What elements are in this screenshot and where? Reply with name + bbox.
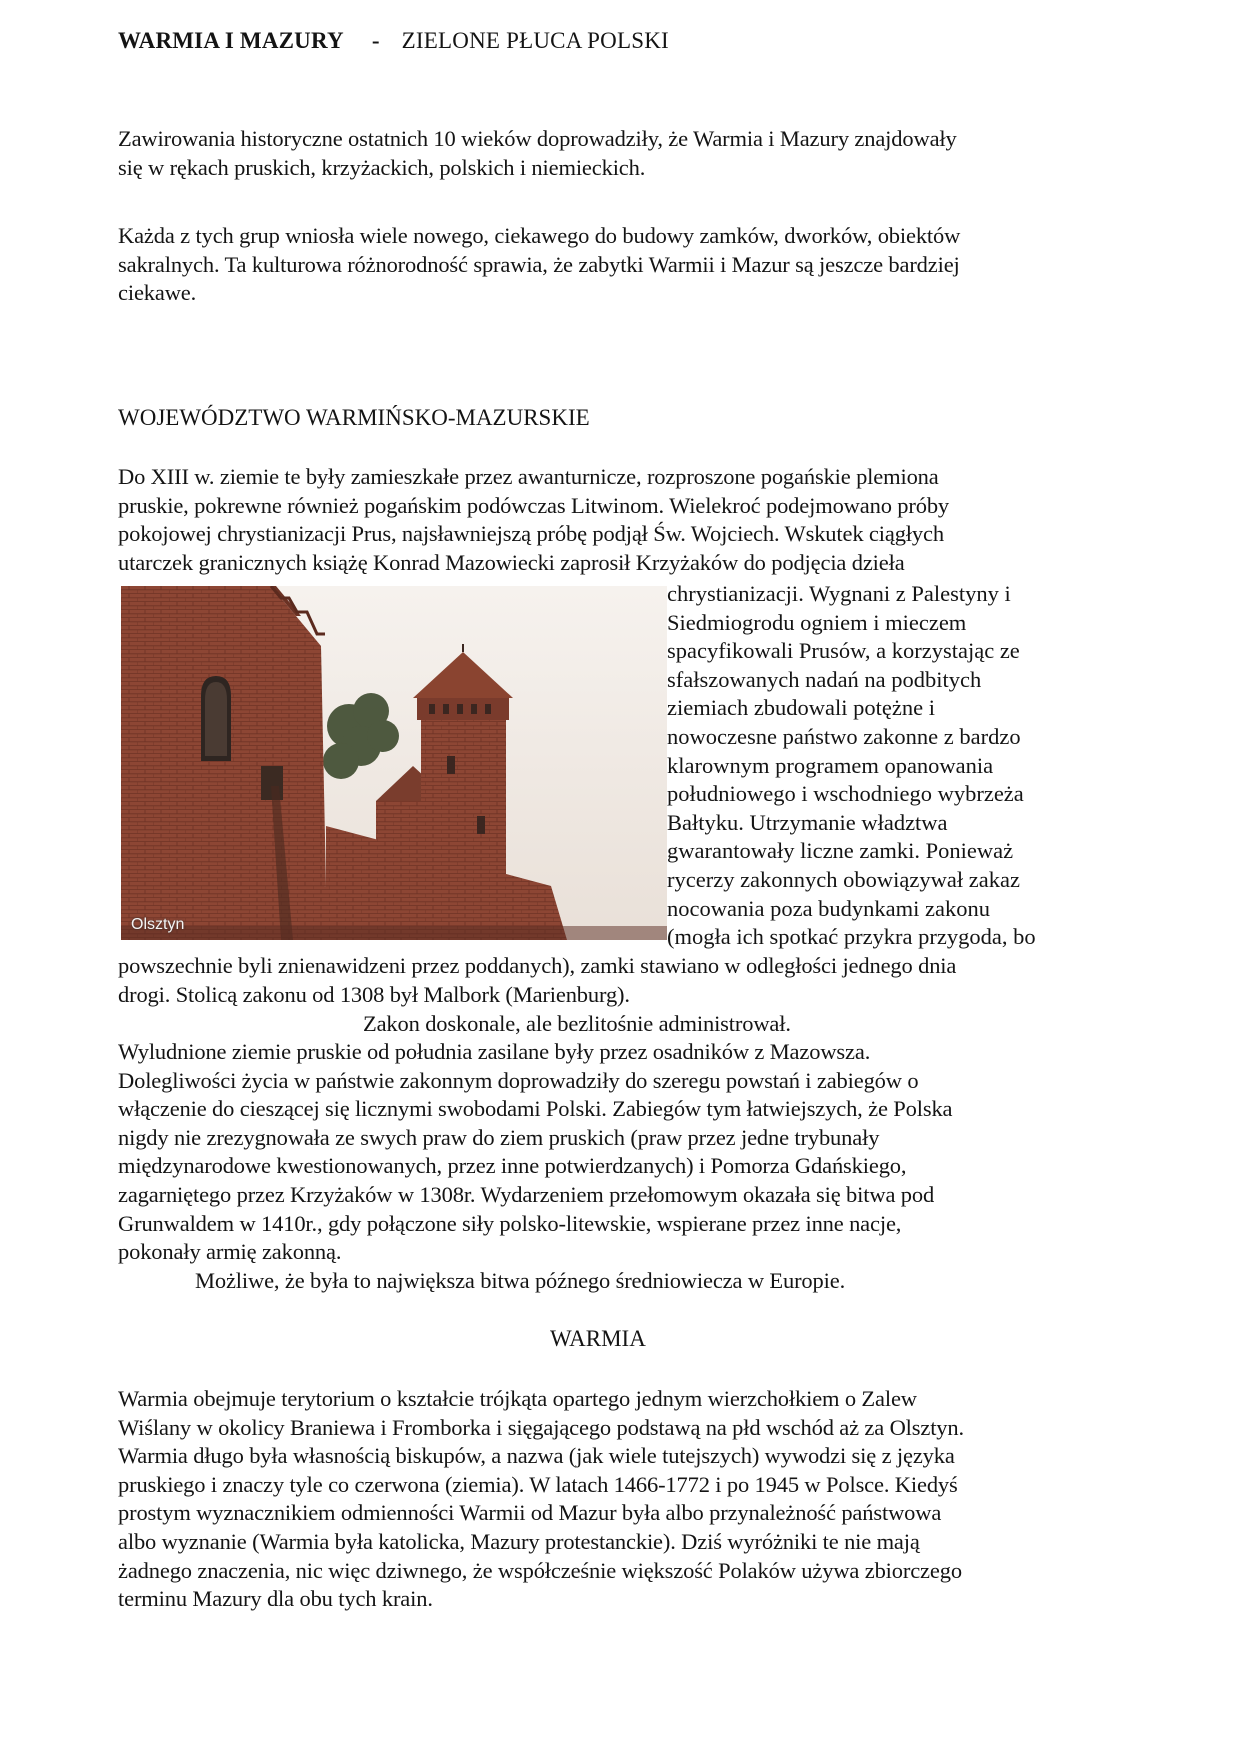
section1-paragraph-top: [118, 463, 949, 577]
centered-statement: Zakon doskonale, ale bezlitośnie administrował.: [363, 1011, 791, 1036]
intro-paragraph-2: [118, 222, 960, 308]
castle-photo: [121, 586, 667, 940]
paragraph-line: terminu Mazury dla obu tych krain.: [118, 1586, 433, 1612]
paragraph-line: południowego i wschodniego wybrzeża: [667, 781, 1024, 807]
paragraph-line: pokonały armię zakonną.: [118, 1239, 342, 1265]
paragraph-line: żadnego znaczenia, nic więc dziwnego, że współcześnie większość Polaków używa zbiorczego: [118, 1557, 962, 1583]
paragraph-line: Dolegliwości życia w państwie zakonnym doprowadziły do szeregu powstań i zabiegów o: [118, 1067, 919, 1093]
paragraph-line: Każda z tych grup wniosła wiele nowego, ciekawego do budowy zamków, dworków, obiektów: [118, 223, 961, 248]
header-left-title: WARMIA I MAZURY: [118, 28, 344, 53]
paragraph-line: pokojowej chrystianizacji Prus, najsławniejszą próbę podjął Św. Wojciech. Wskutek ciągłych: [118, 521, 944, 547]
paragraph-line: Bałtyku. Utrzymanie władztwa: [667, 809, 948, 835]
paragraph-line: nowoczesne państwo zakonne z bardzo: [667, 723, 1021, 749]
paragraph-line: sfałszowanych nadań na podbitych: [667, 666, 982, 692]
paragraph-line: Siedmiogrodu ogniem i mieczem: [667, 609, 967, 635]
paragraph-line: włączenie do cieszącej się licznymi swobodami Polski. Zabiegów tym łatwiejszych, że Polska: [118, 1096, 953, 1122]
intro-paragraph-1: [118, 125, 957, 182]
section1-wrapped-text: [667, 580, 1036, 952]
indented-closing-line: Możliwe, że była to największa bitwa późnego średniowiecza w Europie.: [195, 1268, 846, 1293]
paragraph-line: spacyfikowali Prusów, a korzystając ze: [667, 638, 1020, 664]
paragraph-line: pruskie, pokrewne również pogańskim podówczas Litwinom. Wielekroć podejmowano próby: [118, 492, 950, 518]
section-heading-warmia: WARMIA: [550, 1326, 646, 1351]
paragraph-line: pruskiego i znaczy tyle co czerwona (ziemia). W latach 1466-1772 i po 1945 w Polsce. Kiedyś: [118, 1471, 958, 1497]
castle-illustration: [121, 586, 667, 940]
header-right-title: ZIELONE PŁUCA POLSKI: [401, 28, 669, 53]
photo-caption: Olsztyn: [131, 916, 185, 933]
paragraph-line: powszechnie byli znienawidzeni przez poddanych), zamki stawiano w odległości jednego dnia: [118, 953, 957, 978]
paragraph-line: międzynarodowe kwestionowanych, przez inne potwierdzanych) i Pomorza Gdańskiego,: [118, 1153, 907, 1179]
paragraph-line: Wiślany w okolicy Braniewa i Fromborka i sięgającego podstawą na płd wschód aż za Olsztyn.: [118, 1414, 964, 1440]
section-heading-voivodeship: WOJEWÓDZTWO WARMIŃSKO-MAZURSKIE: [118, 405, 590, 430]
paragraph-line: chrystianizacji. Wygnani z Palestyny i: [667, 581, 1011, 606]
section1-paragraph-after: [118, 952, 956, 1009]
paragraph-line: nigdy nie zrezygnowała ze swych praw do ziem pruskich (praw przez jedne trybunały: [118, 1124, 880, 1150]
paragraph-line: Warmia długo była własnością biskupów, a nazwa (jak wiele tutejszych) wywodzi się z języka: [118, 1443, 955, 1469]
paragraph-line: Wyludnione ziemie pruskie od południa zasilane były przez osadników z Mazowsza.: [118, 1039, 871, 1064]
paragraph-line: Grunwaldem w 1410r., gdy połączone siły polsko-litewskie, wspierane przez inne nacje,: [118, 1210, 902, 1236]
paragraph-line: prostym wyznacznikiem odmienności Warmii od Mazur była albo przynależność państwowa: [118, 1500, 942, 1526]
paragraph-line: gwarantowały liczne zamki. Ponieważ: [667, 838, 1014, 864]
paragraph-line: nocowania poza budynkami zakonu: [667, 895, 991, 921]
paragraph-line: sakralnych. Ta kulturowa różnorodność sprawia, że zabytki Warmii i Mazur są jeszcze bardziej: [118, 251, 960, 277]
paragraph-line: Do XIII w. ziemie te były zamieszkałe przez awanturnicze, rozproszone pogańskie plemiona: [118, 464, 939, 489]
paragraph-line: albo wyznanie (Warmia była katolicka, Mazury protestanckie). Dziś wyróżniki te nie mają: [118, 1528, 920, 1554]
paragraph-line: zagarniętego przez Krzyżaków w 1308r. Wydarzeniem przełomowym okazała się bitwa pod: [118, 1181, 935, 1207]
document-header: [118, 28, 669, 54]
paragraph-line: ziemiach zbudowali potężne i: [667, 695, 936, 721]
paragraph-line: utarczek granicznych książę Konrad Mazowiecki zaprosił Krzyżaków do podjęcia dzieła: [118, 549, 905, 575]
paragraph-line: Warmia obejmuje terytorium o kształcie trójkąta opartego jednym wierzchołkiem o Zalew: [118, 1386, 917, 1411]
section2-paragraph: [118, 1385, 964, 1614]
section1-paragraph-bottom: [118, 1038, 952, 1267]
paragraph-line: Zawirowania historyczne ostatnich 10 wieków doprowadziły, że Warmia i Mazury znajdowały: [118, 126, 957, 151]
paragraph-line: się w rękach pruskich, krzyżackich, polskich i niemieckich.: [118, 154, 646, 180]
paragraph-line: drogi. Stolicą zakonu od 1308 był Malbork (Marienburg).: [118, 981, 630, 1007]
header-separator: -: [371, 28, 380, 53]
paragraph-line: (mogła ich spotkać przykra przygoda, bo: [667, 924, 1036, 950]
paragraph-line: ciekawe.: [118, 280, 197, 306]
paragraph-line: klarownym programem opanowania: [667, 752, 994, 778]
paragraph-line: rycerzy zakonnych obowiązywał zakaz: [667, 866, 1020, 892]
